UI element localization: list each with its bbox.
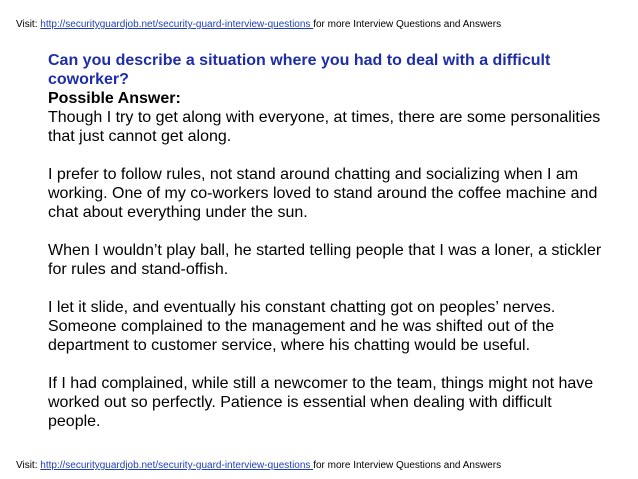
bottom-banner bbox=[16, 459, 501, 472]
answer-paragraph-5: If I had complained, while still a newcomer to the team, things might not have worked out so perfectly. Patience is essential when dealing with difficult people. bbox=[48, 375, 594, 430]
answer-paragraph-3: When I wouldn’t play ball, he started telling people that I was a loner, a stickler for rules and stand-offish. bbox=[48, 242, 602, 278]
banner-suffix: for more Interview Questions and Answers bbox=[313, 460, 502, 471]
answer-paragraph-4: I let it slide, and eventually his constant chatting got on peoples’ nerves. Someone complained to the management and he was shifted out of the department to customer service, where his chatting would be useful. bbox=[48, 299, 556, 354]
answer-paragraph-2: I prefer to follow rules, not stand around chatting and socializing when I am working. One of my co-workers loved to stand around the coffee machine and chat about everything under the sun. bbox=[48, 166, 598, 221]
banner-prefix: Visit: bbox=[16, 19, 41, 30]
banner-link[interactable]: http://securityguardjob.net/security-guard-interview-questions bbox=[40, 460, 314, 471]
answer-label: Possible Answer: bbox=[48, 90, 181, 107]
banner-link[interactable]: http://securityguardjob.net/security-guard-interview-questions bbox=[40, 19, 314, 30]
qa-content bbox=[48, 51, 608, 431]
answer-paragraph-1: Though I try to get along with everyone, at times, there are some personalities that just cannot get along. bbox=[48, 109, 601, 145]
banner-prefix: Visit: bbox=[16, 460, 41, 471]
question-heading: Can you describe a situation where you had to deal with a difficult coworker? bbox=[48, 52, 551, 88]
banner-suffix: for more Interview Questions and Answers bbox=[313, 19, 502, 30]
top-banner bbox=[16, 18, 501, 31]
